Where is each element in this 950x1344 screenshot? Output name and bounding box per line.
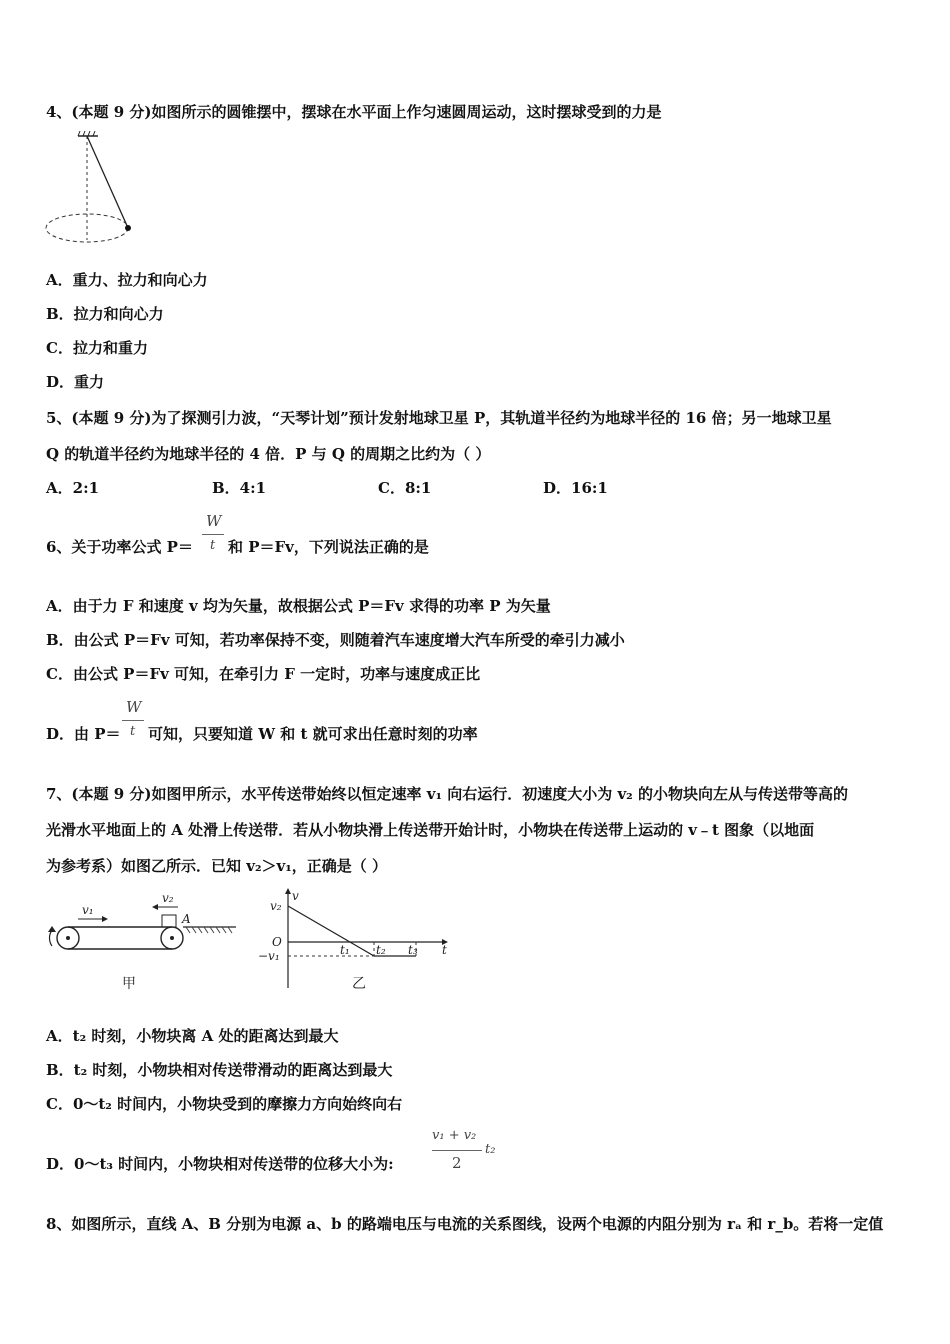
- v2-tick-label: v₂: [270, 899, 282, 913]
- q7-stem-line2: 光滑水平地面上的 A 处滑上传送带．若从小物块滑上传送带开始计时，小物块在传送带上运动的 v﹣t 图象（以地面: [46, 821, 815, 839]
- t1-tick-label: t₁: [340, 943, 350, 957]
- q7-option-a[interactable]: A．t₂ 时刻，小物块离 A 处的距离达到最大: [46, 1027, 339, 1045]
- axis-t-label: t: [442, 943, 447, 957]
- axis-v-label: v: [292, 889, 299, 903]
- q6-stem-suffix: 和 P＝Fv，下列说法正确的是: [228, 538, 429, 556]
- v1-label: v₁: [82, 903, 94, 917]
- fraction-tail: t₂: [485, 1142, 496, 1157]
- fraction-numerator: W: [126, 698, 142, 716]
- q5-stem-line2: Q 的轨道半径约为地球半径的 4 倍．P 与 Q 的周期之比约为（ ）: [46, 445, 491, 463]
- fraction-bar: [432, 1150, 482, 1151]
- v2-label: v₂: [162, 891, 174, 905]
- q5-option-a[interactable]: A．2:1: [46, 479, 100, 497]
- vt-graph-yi: [256, 888, 446, 994]
- q6-stem-prefix: 6、关于功率公式 P＝: [46, 538, 193, 556]
- q7-option-d-prefix[interactable]: D．0～t₃ 时间内，小物块相对传送带的位移大小为:: [46, 1155, 394, 1173]
- conveyor-figure-jia: [44, 890, 244, 994]
- q6-option-d-suffix: 可知，只要知道 W 和 t 就可求出任意时刻的功率: [148, 725, 478, 743]
- t2-tick-label: t₂: [376, 943, 386, 957]
- q5-option-d[interactable]: D．16:1: [543, 479, 608, 497]
- neg-v1-tick-label: −v₁: [258, 949, 280, 963]
- q7-option-d-fraction: [432, 1128, 502, 1176]
- q7-stem-line1: 7、(本题 9 分)如图甲所示，水平传送带始终以恒定速率 v₁ 向右运行．初速度大小为 v₂ 的小物块向左从与传送带等高的: [46, 785, 848, 803]
- q6-fraction: [202, 512, 228, 558]
- fraction-denominator: 2: [452, 1154, 462, 1172]
- fraction-bar: [202, 534, 224, 535]
- q5-stem-line1: 5、(本题 9 分)为了探测引力波，“天琴计划”预计发射地球卫星 P，其轨道半径约为地球半径的 16 倍；另一地球卫星: [46, 409, 832, 427]
- caption-jia: 甲: [122, 976, 136, 992]
- q6-option-c[interactable]: C．由公式 P＝Fv 可知，在牵引力 F 一定时，功率与速度成正比: [46, 665, 481, 683]
- fraction-bar: [122, 720, 144, 721]
- fraction-numerator: W: [206, 512, 222, 530]
- q5-option-b[interactable]: B．4:1: [212, 479, 267, 497]
- q8-stem-line1: 8、如图所示，直线 A、B 分别为电源 a、b 的路端电压与电流的关系图线，设两个电源的内阻分别为 rₐ 和 r_b。若将一定值: [46, 1215, 884, 1233]
- q7-option-b[interactable]: B．t₂ 时刻，小物块相对传送带滑动的距离达到最大: [46, 1061, 393, 1079]
- fraction-numerator: v₁ + v₂: [432, 1128, 477, 1143]
- q4-option-b[interactable]: B．拉力和向心力: [46, 305, 164, 323]
- q6-option-a[interactable]: A．由于力 F 和速度 v 均为矢量，故根据公式 P＝Fv 求得的功率 P 为矢量: [46, 597, 551, 615]
- t3-tick-label: t₃: [408, 943, 418, 957]
- origin-label: O: [272, 935, 282, 949]
- q4-option-d[interactable]: D．重力: [46, 373, 105, 391]
- fraction-denominator: t: [130, 724, 136, 739]
- caption-yi: 乙: [352, 976, 366, 992]
- q7-option-c[interactable]: C．0～t₂ 时间内，小物块受到的摩擦力方向始终向右: [46, 1095, 403, 1113]
- q6-option-d-fraction: [122, 698, 148, 744]
- fraction-denominator: t: [210, 538, 216, 553]
- point-a-label: A: [182, 912, 191, 926]
- q6-option-d-prefix[interactable]: D．由 P＝: [46, 725, 121, 743]
- q5-option-c[interactable]: C．8:1: [378, 479, 432, 497]
- q4-option-a[interactable]: A．重力、拉力和向心力: [46, 271, 208, 289]
- q7-stem-line3: 为参考系）如图乙所示．已知 v₂＞v₁，正确是（ ）: [46, 857, 388, 875]
- q4-option-c[interactable]: C．拉力和重力: [46, 339, 148, 357]
- conical-pendulum-figure: [40, 130, 140, 250]
- q6-option-b[interactable]: B．由公式 P＝Fv 可知，若功率保持不变，则随着汽车速度增大汽车所受的牵引力减小: [46, 631, 625, 649]
- q4-stem: 4、(本题 9 分)如图所示的圆锥摆中，摆球在水平面上作匀速圆周运动，这时摆球受到的力是: [46, 103, 662, 121]
